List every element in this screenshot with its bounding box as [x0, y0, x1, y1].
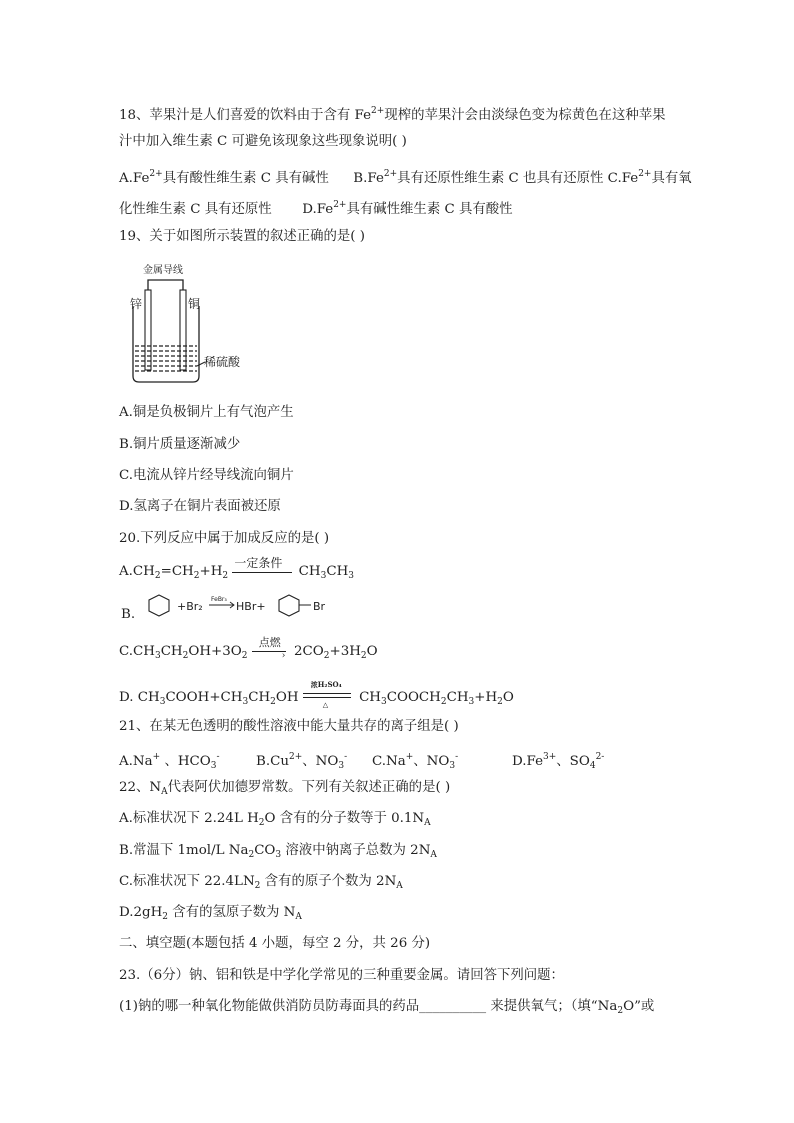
- q19-stem: 19、关于如图所示装置的叙述正确的是( ): [119, 229, 365, 244]
- q19-option-a: A.铜是负极铜片上有气泡产生: [119, 405, 294, 420]
- q19-option-d: D.氢离子在铜片表面被还原: [119, 499, 281, 514]
- q22-option-c: C.标准状况下 $22.4LN_2$ 含有的原子个数为 $2N_A$: [119, 874, 403, 891]
- q18-options-line2: 化性维生素 C 具有还原性 $D.Fe^{2+}$具有碱性维生素 C 具有酸性: [119, 200, 513, 217]
- q22-option-b: B.常温下 1mol/L $Na_2CO_3$ 溶液中钠离子总数为 $2N_A$: [119, 843, 437, 860]
- zinc-electrode: [145, 290, 151, 370]
- metal-wire: [148, 280, 183, 310]
- copper-label: 铜: [188, 297, 201, 311]
- answer-blank[interactable]: __________: [419, 999, 487, 1014]
- acid-label: 稀硫酸: [204, 355, 241, 369]
- wire-label: 金属导线: [143, 265, 183, 276]
- q21-option-b: $B.Cu^{2+}$、$NO_3^-$: [256, 752, 348, 771]
- svg-text:Br: Br: [313, 600, 326, 613]
- q21-option-a: A.Na+ 、$HCO_3^-$: [119, 752, 220, 771]
- q19-option-c: C.电流从锌片经导线流向铜片: [119, 468, 294, 483]
- svg-text:HBr+: HBr+: [236, 600, 266, 613]
- q20-option-c: $C.CH_3CH_2OH+3O_2$ 点燃 › $2CO_2+3H_2O$: [119, 636, 378, 661]
- q23-part1: (1)钠的哪一种氧化物能做供消防员防毒面具的药品__________ 来提供氧气；（填“$Na_2O$”或: [119, 999, 655, 1016]
- q18-stem-line2: 汁中加入维生素 C 可避免该现象这些现象说明( ): [119, 134, 407, 149]
- q19-option-b: B.铜片质量逐渐减少: [119, 437, 241, 452]
- benzene-ring-icon: [149, 595, 169, 616]
- reversible-arrow: 浓H₂SO₄ △: [303, 689, 355, 707]
- copper-electrode: [180, 290, 186, 370]
- galvanic-cell-diagram: [125, 258, 255, 388]
- q20-option-a: $A.CH_2=CH_2+H_2$ 一定条件 $CH_3CH_3$: [119, 556, 354, 581]
- ignition-arrow: 点燃 ›: [252, 643, 290, 661]
- benzene-bromination-equation: [131, 592, 351, 620]
- q20-stem: 20.下列反应中属于加成反应的是( ): [119, 531, 330, 546]
- condition-arrow: 一定条件: [232, 563, 294, 581]
- q20-option-d: D. $CH_3COOH+CH_3CH_2OH$ 浓H₂SO₄ △ $CH_3COOCH_2CH_3+H_2O$: [119, 680, 514, 709]
- q22-option-a: A.标准状况下 2.24L $H_2O$ 含有的分子数等于 $0.1N_A$: [119, 811, 431, 828]
- svg-text:FeBr₃: FeBr₃: [211, 596, 227, 603]
- sulfuric-acid-liquid: [135, 346, 197, 371]
- q21-option-d: $D.Fe^{3+}$、$SO_4^{2-}$: [512, 752, 605, 771]
- q21-stem: 21、在某无色透明的酸性溶液中能大量共存的离子组是( ): [119, 719, 459, 734]
- q23-stem: 23.（6分）钠、铝和铁是中学化学常见的三种重要金属。请回答下列问题：: [119, 968, 564, 983]
- q18-option-c: $C.Fe^{2+}$具有氧: [607, 169, 692, 186]
- bromobenzene-ring-icon: [279, 595, 299, 616]
- q22-option-d: $D.2gH_2$ 含有的氢原子数为 $N_A$: [119, 905, 302, 922]
- q18-option-b: $B.Fe^{2+}$具有还原性维生素 C 也具有还原性: [353, 169, 604, 186]
- q18-stem-line1: 18、苹果汁是人们喜爱的饮料由于含有 $Fe^{2+}$现榨的苹果汁会由淡绿色变为棕黄色在这种苹果: [119, 106, 666, 123]
- q18-option-a: $A.Fe^{2+}$具有酸性维生素 C 具有碱性: [119, 169, 329, 186]
- q21-option-c: C.Na+、$NO_3^-$: [372, 752, 459, 771]
- q22-stem: 22、$N_A$代表阿伏加德罗常数。下列有关叙述正确的是( ): [119, 780, 451, 797]
- zinc-label: 锌: [130, 297, 143, 311]
- svg-text:+Br₂: +Br₂: [177, 600, 203, 613]
- q18-options-line1: [119, 165, 692, 188]
- section-2-title: 二、填空题(本题包括 4 小题，每空 2 分，共 26 分): [119, 936, 431, 951]
- q18-option-d: $D.Fe^{2+}$具有碱性维生素 C 具有酸性: [302, 200, 513, 217]
